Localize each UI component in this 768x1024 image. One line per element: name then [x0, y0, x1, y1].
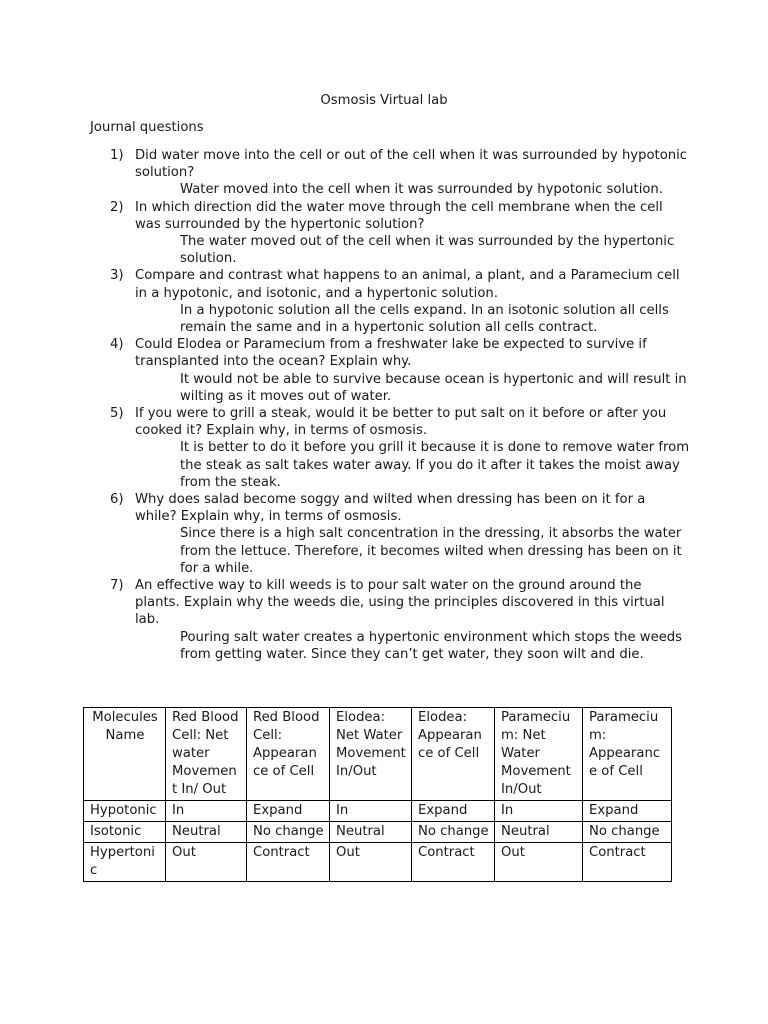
question-number: 1) [110, 148, 124, 163]
table-cell: In [330, 801, 412, 822]
question-text: Could Elodea or Paramecium from a freshwater lake be expected to survive if transplanted into the ocean? Explain why. [135, 337, 647, 370]
answer-text: It would not be able to survive because ocean is hypertonic and will result in wilting as it moves out of water. [180, 371, 687, 404]
table-cell: Out [166, 843, 247, 882]
question-item [110, 577, 690, 663]
table-header-cell: Molecules Name [84, 708, 166, 801]
question-item [110, 405, 690, 491]
table-cell: No change [412, 822, 495, 843]
question-text: An effective way to kill weeds is to pour salt water on the ground around the plants. Explain why the weeds die, using the principles discovered in this virtual lab. [135, 578, 665, 628]
table-cell: Hypotonic [84, 801, 166, 822]
table-cell: Contract [247, 843, 330, 882]
table-row [84, 822, 672, 843]
table-cell: Isotonic [84, 822, 166, 843]
table-cell: No change [583, 822, 672, 843]
table-cell: Hypertonic [84, 843, 166, 882]
question-number: 6) [110, 492, 124, 508]
question-text: In which direction did the water move through the cell membrane when the cell was surrounded by the hypertonic solution? [135, 199, 663, 232]
question-number: 4) [110, 337, 124, 353]
document-title: Osmosis Virtual lab [320, 93, 448, 108]
question-item [110, 491, 690, 577]
table-header-cell: Paramecium: Appearance of Cell [583, 708, 672, 801]
answer-text: Since there is a high salt concentration in the dressing, it absorbs the water from the lettuce. Therefore, it becomes wilted when dressing has been on it for a while. [180, 526, 682, 576]
results-table [83, 707, 672, 882]
table-header-cell: Elodea: Net Water Movement In/Out [330, 708, 412, 801]
answer-text: Water moved into the cell when it was surrounded by hypotonic solution. [180, 182, 663, 198]
section-heading: Journal questions [90, 120, 204, 135]
table-header-cell: Paramecium: Net Water Movement In/Out [495, 708, 583, 801]
table-cell: Neutral [495, 822, 583, 843]
table-cell: Expand [412, 801, 495, 822]
table-cell: Contract [583, 843, 672, 882]
table-cell: Neutral [330, 822, 412, 843]
question-number: 7) [110, 578, 124, 594]
question-number: 5) [110, 406, 124, 422]
table-cell: Expand [583, 801, 672, 822]
question-text: Why does salad become soggy and wilted when dressing has been on it for a while? Explain why, in terms of osmosis. [135, 492, 646, 525]
table-cell: Expand [247, 801, 330, 822]
table-cell: No change [247, 822, 330, 843]
question-item [110, 336, 690, 405]
answer-text: It is better to do it before you grill it because it is done to remove water from the steak as salt takes water away. If you do it after it takes the moist away from the steak. [180, 440, 690, 490]
table-cell: Out [495, 843, 583, 882]
question-item [110, 199, 690, 268]
table-cell: Neutral [166, 822, 247, 843]
table-header-cell: Elodea: Appearance of Cell [412, 708, 495, 801]
question-text: If you were to grill a steak, would it be better to put salt on it before or after you cooked it? Explain why, in terms of osmosis. [135, 406, 667, 439]
question-item [110, 147, 690, 199]
table-header-cell: Red Blood Cell: Appearance of Cell [247, 708, 330, 801]
answer-text: Pouring salt water creates a hypertonic environment which stops the weeds from getting water. Since they can’t get water, they soon wilt and die. [180, 629, 683, 662]
question-item [110, 267, 690, 336]
table-cell: Out [330, 843, 412, 882]
question-number: 2) [110, 199, 124, 215]
table-row [84, 801, 672, 822]
table-cell: Contract [412, 843, 495, 882]
question-text: Compare and contrast what happens to an animal, a plant, and a Paramecium cell in a hypotonic, and isotonic, and a hypertonic solution. [135, 268, 680, 301]
table-header-cell: Red Blood Cell: Net water Movement In/ Out [166, 708, 247, 801]
table-row [84, 843, 672, 882]
table-header-row [84, 708, 672, 801]
table-cell: In [495, 801, 583, 822]
answer-text: In a hypotonic solution all the cells expand. In an isotonic solution all cells remain the same and in a hypertonic solution all cells contract. [180, 302, 669, 336]
question-text: Did water move into the cell or out of the cell when it was surrounded by hypotonic solution? [135, 148, 688, 181]
question-number: 3) [110, 268, 124, 284]
question-list [110, 147, 690, 663]
table-cell: In [166, 801, 247, 822]
answer-text: The water moved out of the cell when it was surrounded by the hypertonic solution. [180, 234, 675, 267]
